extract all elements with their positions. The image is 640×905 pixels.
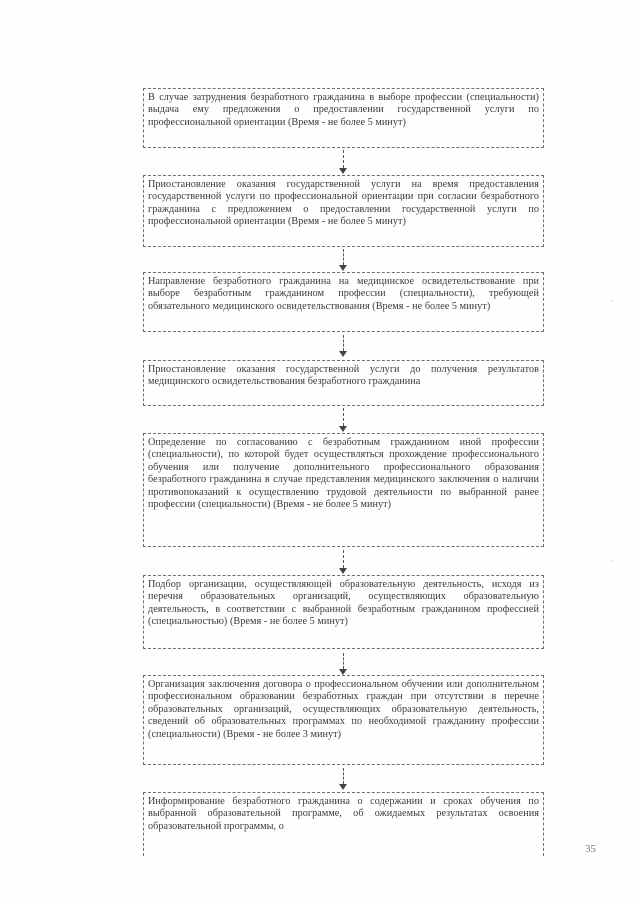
scan-edge-mark xyxy=(612,560,613,562)
flow-arrow xyxy=(339,653,348,675)
step-8-text: Информирование безработного гражданина о содержании и сроках обучения по выбранной образовательной программе, об ожидаемых результатах освоения образовательной программы, о xyxy=(148,796,539,832)
flowchart-step-7 xyxy=(143,675,544,765)
flow-arrow xyxy=(339,150,348,174)
flowchart-step-5 xyxy=(143,433,544,547)
flowchart-step-2 xyxy=(143,175,544,247)
flow-arrow xyxy=(339,550,348,574)
flow-arrow xyxy=(339,335,348,357)
flowchart-step-4 xyxy=(143,360,544,406)
flowchart-step-3 xyxy=(143,272,544,332)
flowchart-step-1 xyxy=(143,88,544,148)
step-2-text: Приостановление оказания государственной услуги на время предоставления государственной услуги по профессиональной ориентации при согласии безработного гражданина с предложением о предоставлении государственной услуги по профессиональной ориентации (Время - не более 5 минут) xyxy=(148,179,539,228)
step-7-text: Организация заключения договора о профессиональном обучении или дополнительном профессиональном образовании безработных граждан при отсутствии в перечне образовательных организаций, осуществляющих образовательную деятельность, сведений об образовательных программах по необходимой гражданину профессии (специальности) (Время - не более 3 минут) xyxy=(148,679,539,740)
page-number: 35 xyxy=(585,843,596,855)
flow-arrow xyxy=(339,408,348,432)
flow-arrow xyxy=(339,249,348,271)
step-5-text: Определение по согласованию с безработным гражданином иной профессии (специальности), по которой будет осуществляться прохождение профессионального обучения или получение дополнительного профессионального образования безработного гражданина в случае представления медицинского заключения о наличии противопоказаний к осуществлению трудовой деятельности по выбранной ранее профессии (специальности) (Время - не более 5 минут) xyxy=(148,437,539,511)
step-4-text: Приостановление оказания государственной услуги до получения результатов медицинского освидетельствования безработного гражданина xyxy=(148,364,539,388)
flow-arrow xyxy=(339,768,348,790)
step-1-text: В случае затруднения безработного гражданина в выборе профессии (специальности) выдача ему предложения о предоставлении государственной услуги по профессиональной ориентации (Время - не более 5 минут) xyxy=(148,92,539,128)
scan-edge-mark xyxy=(612,300,613,302)
flowchart-step-8 xyxy=(143,792,544,856)
step-6-text: Подбор организации, осуществляющей образовательную деятельность, исходя из перечня образовательных организаций, осуществляющих образовательную деятельность, в соответствии с выбранной безработным гражданином профессией (специальностью) (Время - не более 5 минут) xyxy=(148,579,539,628)
step-3-text: Направление безработного гражданина на медицинское освидетельствование при выборе безработным гражданином профессии (специальности), требующей обязательного медицинского освидетельствования (Время - не более 5 минут) xyxy=(148,276,539,312)
flowchart-step-6 xyxy=(143,575,544,649)
